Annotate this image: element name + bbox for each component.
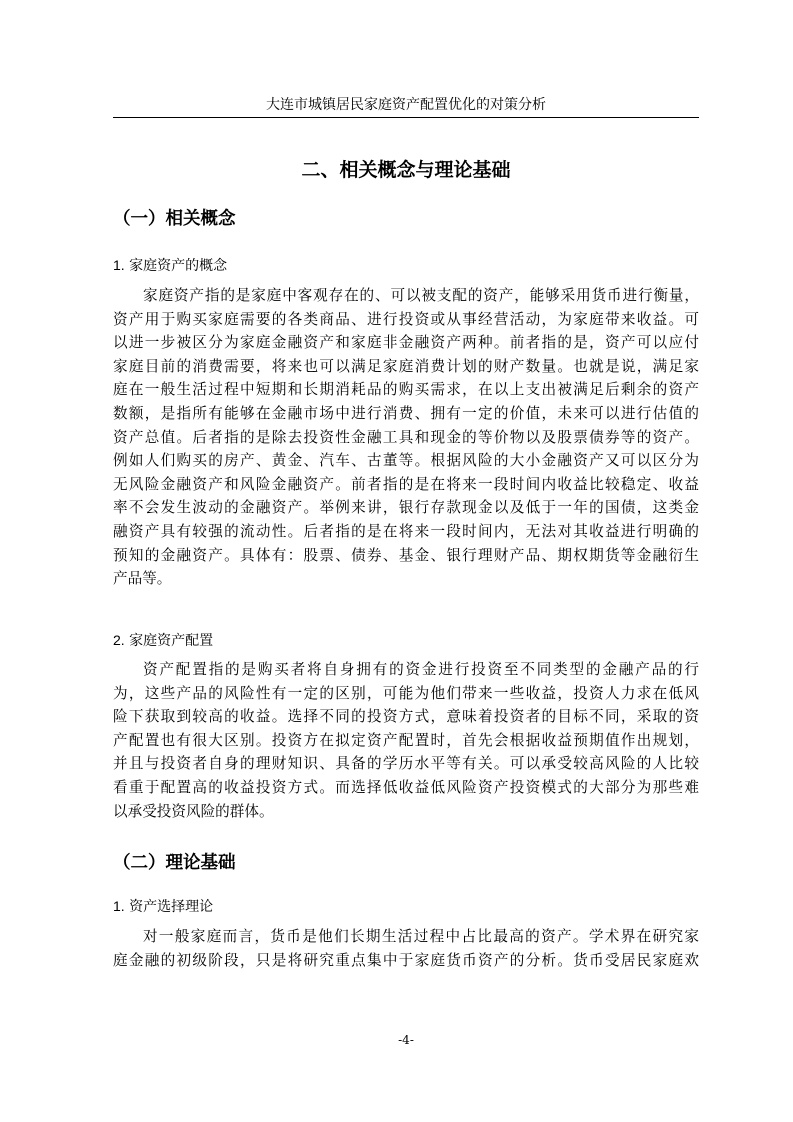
subsection-label: 资产选择理论 (129, 899, 214, 915)
text-line: 产配置也有很大区别。投资方在拟定资产配置时，首先会根据收益预期值作出规划， (113, 731, 699, 749)
subsection-title-household-assets (113, 255, 227, 276)
text-line: 并且与投资者自身的理财知识、具备的学历水平等有关。可以承受较高风险的人比较 (113, 755, 699, 773)
text-line: 数额，是指所有能够在金融市场中进行消费、拥有一定的价值，未来可以进行估值的 (113, 404, 699, 422)
text-line: 家庭目前的消费需要，将来也可以满足家庭消费计划的财产数量。也就是说，满足家 (113, 357, 699, 375)
subsection-title-asset-allocation (113, 630, 213, 651)
text-line: 家庭资产指的是家庭中客观存在的、可以被支配的资产，能够采用货币进行衡量， (143, 287, 699, 304)
chapter-title: 二、相关概念与理论基础 (301, 159, 511, 181)
text-line: 资产用于购买家庭需要的各类商品、进行投资或从事经营活动，为家庭带来收益。可 (113, 310, 699, 328)
text-line: 为，这些产品的风险性有一定的区别，可能为他们带来一些收益，投资人力求在低风 (113, 684, 699, 702)
section-title-concepts: （一）相关概念 (113, 209, 236, 229)
subsection-number: 2. (113, 632, 125, 648)
subsection-number: 1. (113, 898, 125, 914)
text-line: 产品等。 (113, 570, 172, 588)
subsection-number: 1. (113, 257, 125, 273)
subsection-label: 家庭资产配置 (129, 633, 214, 649)
text-line: 看重于配置高的收益投资方式。而选择低收益低风险资产投资模式的大部分为那些难 (113, 778, 699, 796)
page-number: -4- (398, 1033, 414, 1047)
running-header: 大连市城镇居民家庭资产配置优化的对策分析 (266, 97, 546, 113)
paragraph-asset-allocation (113, 658, 699, 823)
text-line: 以承受投资风险的群体。 (113, 802, 274, 820)
paragraph-household-assets (113, 284, 699, 591)
subsection-label: 家庭资产的概念 (129, 258, 228, 274)
text-line: 无风险金融资产和风险金融资产。前者指的是在将来一段时间内收益比较稳定、收益 (113, 475, 699, 493)
text-line: 庭金融的初级阶段，只是将研究重点集中于家庭货币资产的分析。货币受居民家庭欢 (113, 951, 699, 969)
text-line: 以进一步被区分为家庭金融资产和家庭非金融资产两种。前者指的是，资产可以应付 (113, 334, 699, 352)
text-line: 融资产具有较强的流动性。后者指的是在将来一段时间内，无法对其收益进行明确的 (113, 522, 699, 540)
text-line: 对一般家庭而言，货币是他们长期生活过程中占比最高的资产。学术界在研究家 (143, 928, 699, 945)
subsection-title-asset-selection-theory (113, 896, 213, 917)
text-line: 率不会发生波动的金融资产。举例来讲，银行存款现金以及低于一年的国债，这类金 (113, 499, 699, 517)
section-title-theory: （二）理论基础 (113, 853, 236, 873)
header-rule (113, 117, 699, 118)
paragraph-asset-selection-theory (113, 925, 699, 972)
text-line: 预知的金融资产。具体有：股票、债券、基金、银行理财产品、期权期货等金融衍生 (113, 546, 699, 564)
text-line: 庭在一般生活过程中短期和长期消耗品的购买需求，在以上支出被满足后剩余的资产 (113, 381, 699, 399)
text-line: 例如人们购买的房产、黄金、汽车、古董等。根据风险的大小金融资产又可以区分为 (113, 452, 699, 470)
text-line: 资产总值。后者指的是除去投资性金融工具和现金的等价物以及股票债券等的资产。 (113, 428, 699, 446)
text-line: 险下获取到较高的收益。选择不同的投资方式，意味着投资者的目标不同，采取的资 (113, 708, 699, 726)
text-line: 资产配置指的是购买者将自身拥有的资金进行投资至不同类型的金融产品的行 (143, 661, 699, 678)
